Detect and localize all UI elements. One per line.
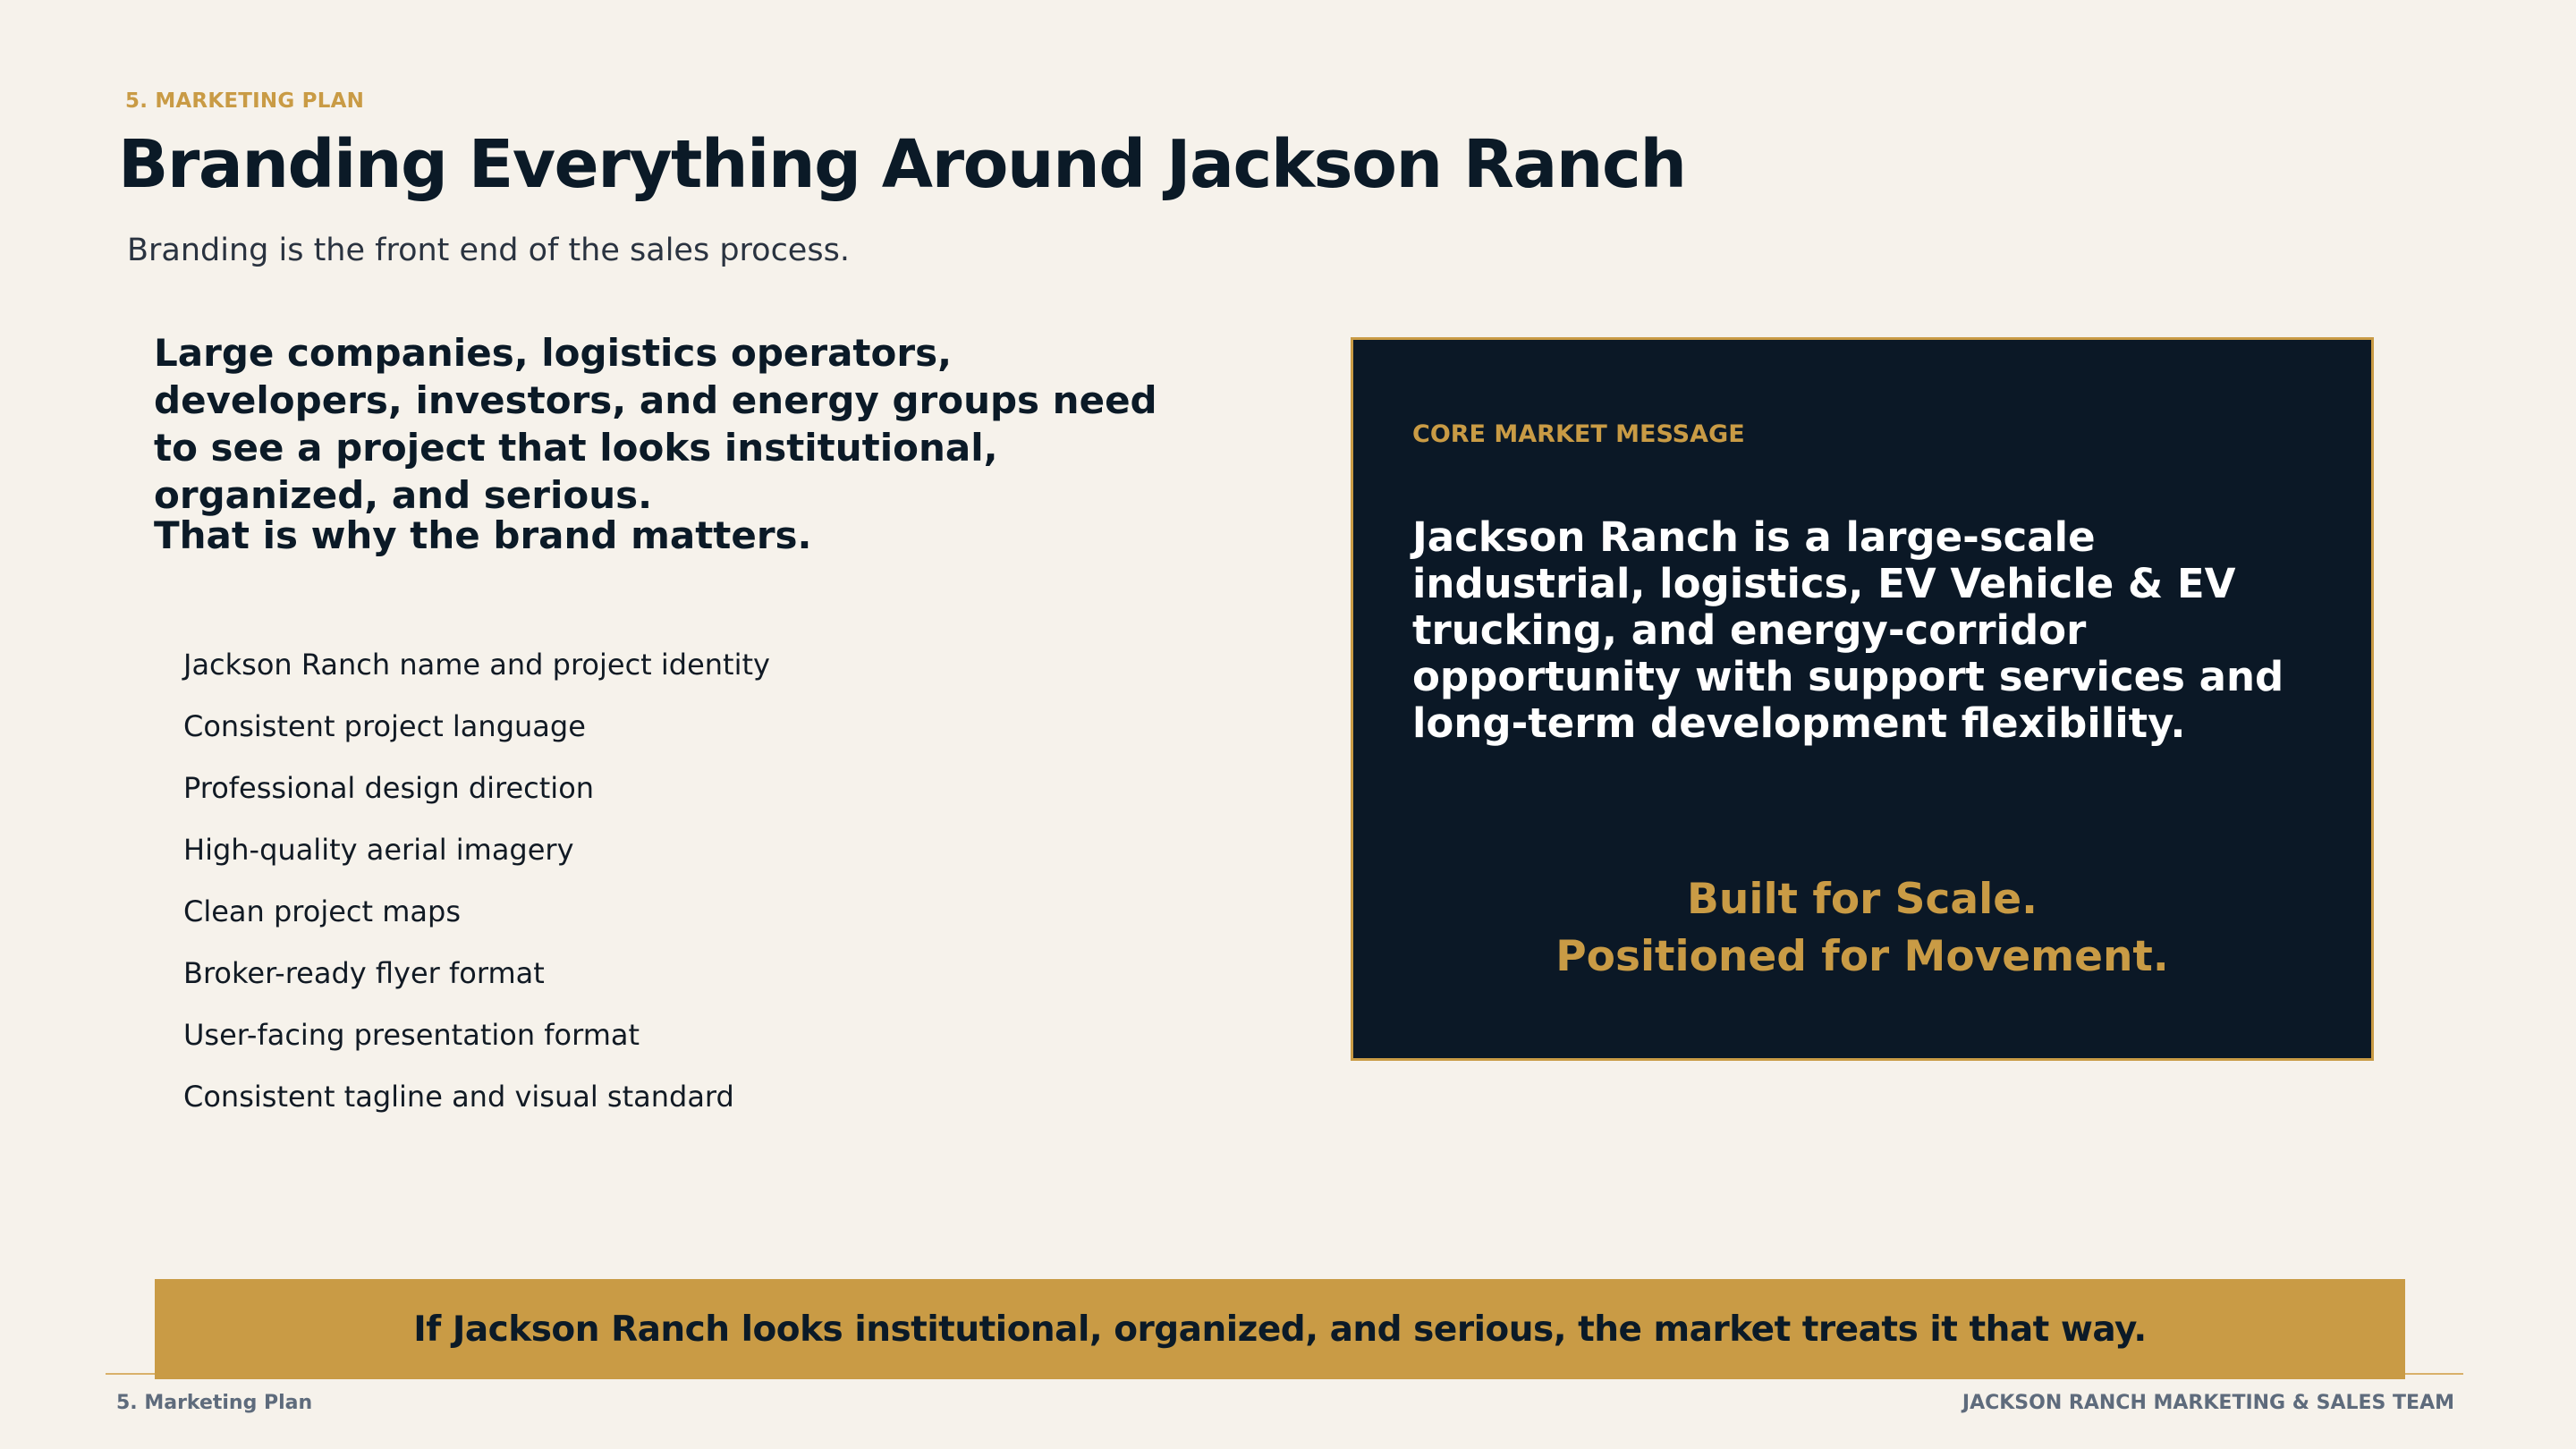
list-item: Broker-ready flyer format	[183, 956, 545, 990]
list-item: Consistent project language	[183, 709, 586, 743]
callout-banner	[155, 1279, 2405, 1379]
tagline	[1353, 871, 2371, 986]
list-item: Consistent tagline and visual standard	[183, 1080, 734, 1114]
list-item: Professional design direction	[183, 771, 595, 805]
tagline-line-1: Built for Scale.	[1687, 875, 2038, 924]
callout-text: If Jackson Ranch looks institutional, organized, and serious, the market treats it that way.	[413, 1309, 2147, 1350]
list-item: High-quality aerial imagery	[183, 833, 574, 867]
footer-section-name: 5. Marketing Plan	[116, 1392, 313, 1414]
list-item: User-facing presentation format	[183, 1018, 640, 1052]
section-label: 5. MARKETING PLAN	[125, 89, 365, 113]
footer-team-name: JACKSON RANCH MARKETING & SALES TEAM	[1962, 1392, 2454, 1414]
page-title: Branding Everything Around Jackson Ranch	[118, 126, 1686, 203]
page-subtitle: Branding is the front end of the sales process.	[127, 233, 850, 268]
card-label: CORE MARKET MESSAGE	[1412, 420, 1745, 448]
branding-elements-list	[183, 644, 770, 1138]
lead-paragraph: Large companies, logistics operators, developers, investors, and energy groups need to see a project that looks institutional, organized, and serious.	[154, 331, 1157, 517]
list-item: Clean project maps	[183, 894, 461, 928]
tagline-line-2: Positioned for Movement.	[1555, 932, 2169, 981]
core-message: Jackson Ranch is a large-scale industrial, logistics, EV Vehicle & EV trucking, and energy-corridor opportunity with support services and long-term development flexibility.	[1412, 513, 2284, 747]
emphasis-statement: That is why the brand matters.	[154, 513, 812, 557]
list-item: Jackson Ranch name and project identity	[183, 648, 770, 682]
core-message-card	[1351, 337, 2374, 1061]
